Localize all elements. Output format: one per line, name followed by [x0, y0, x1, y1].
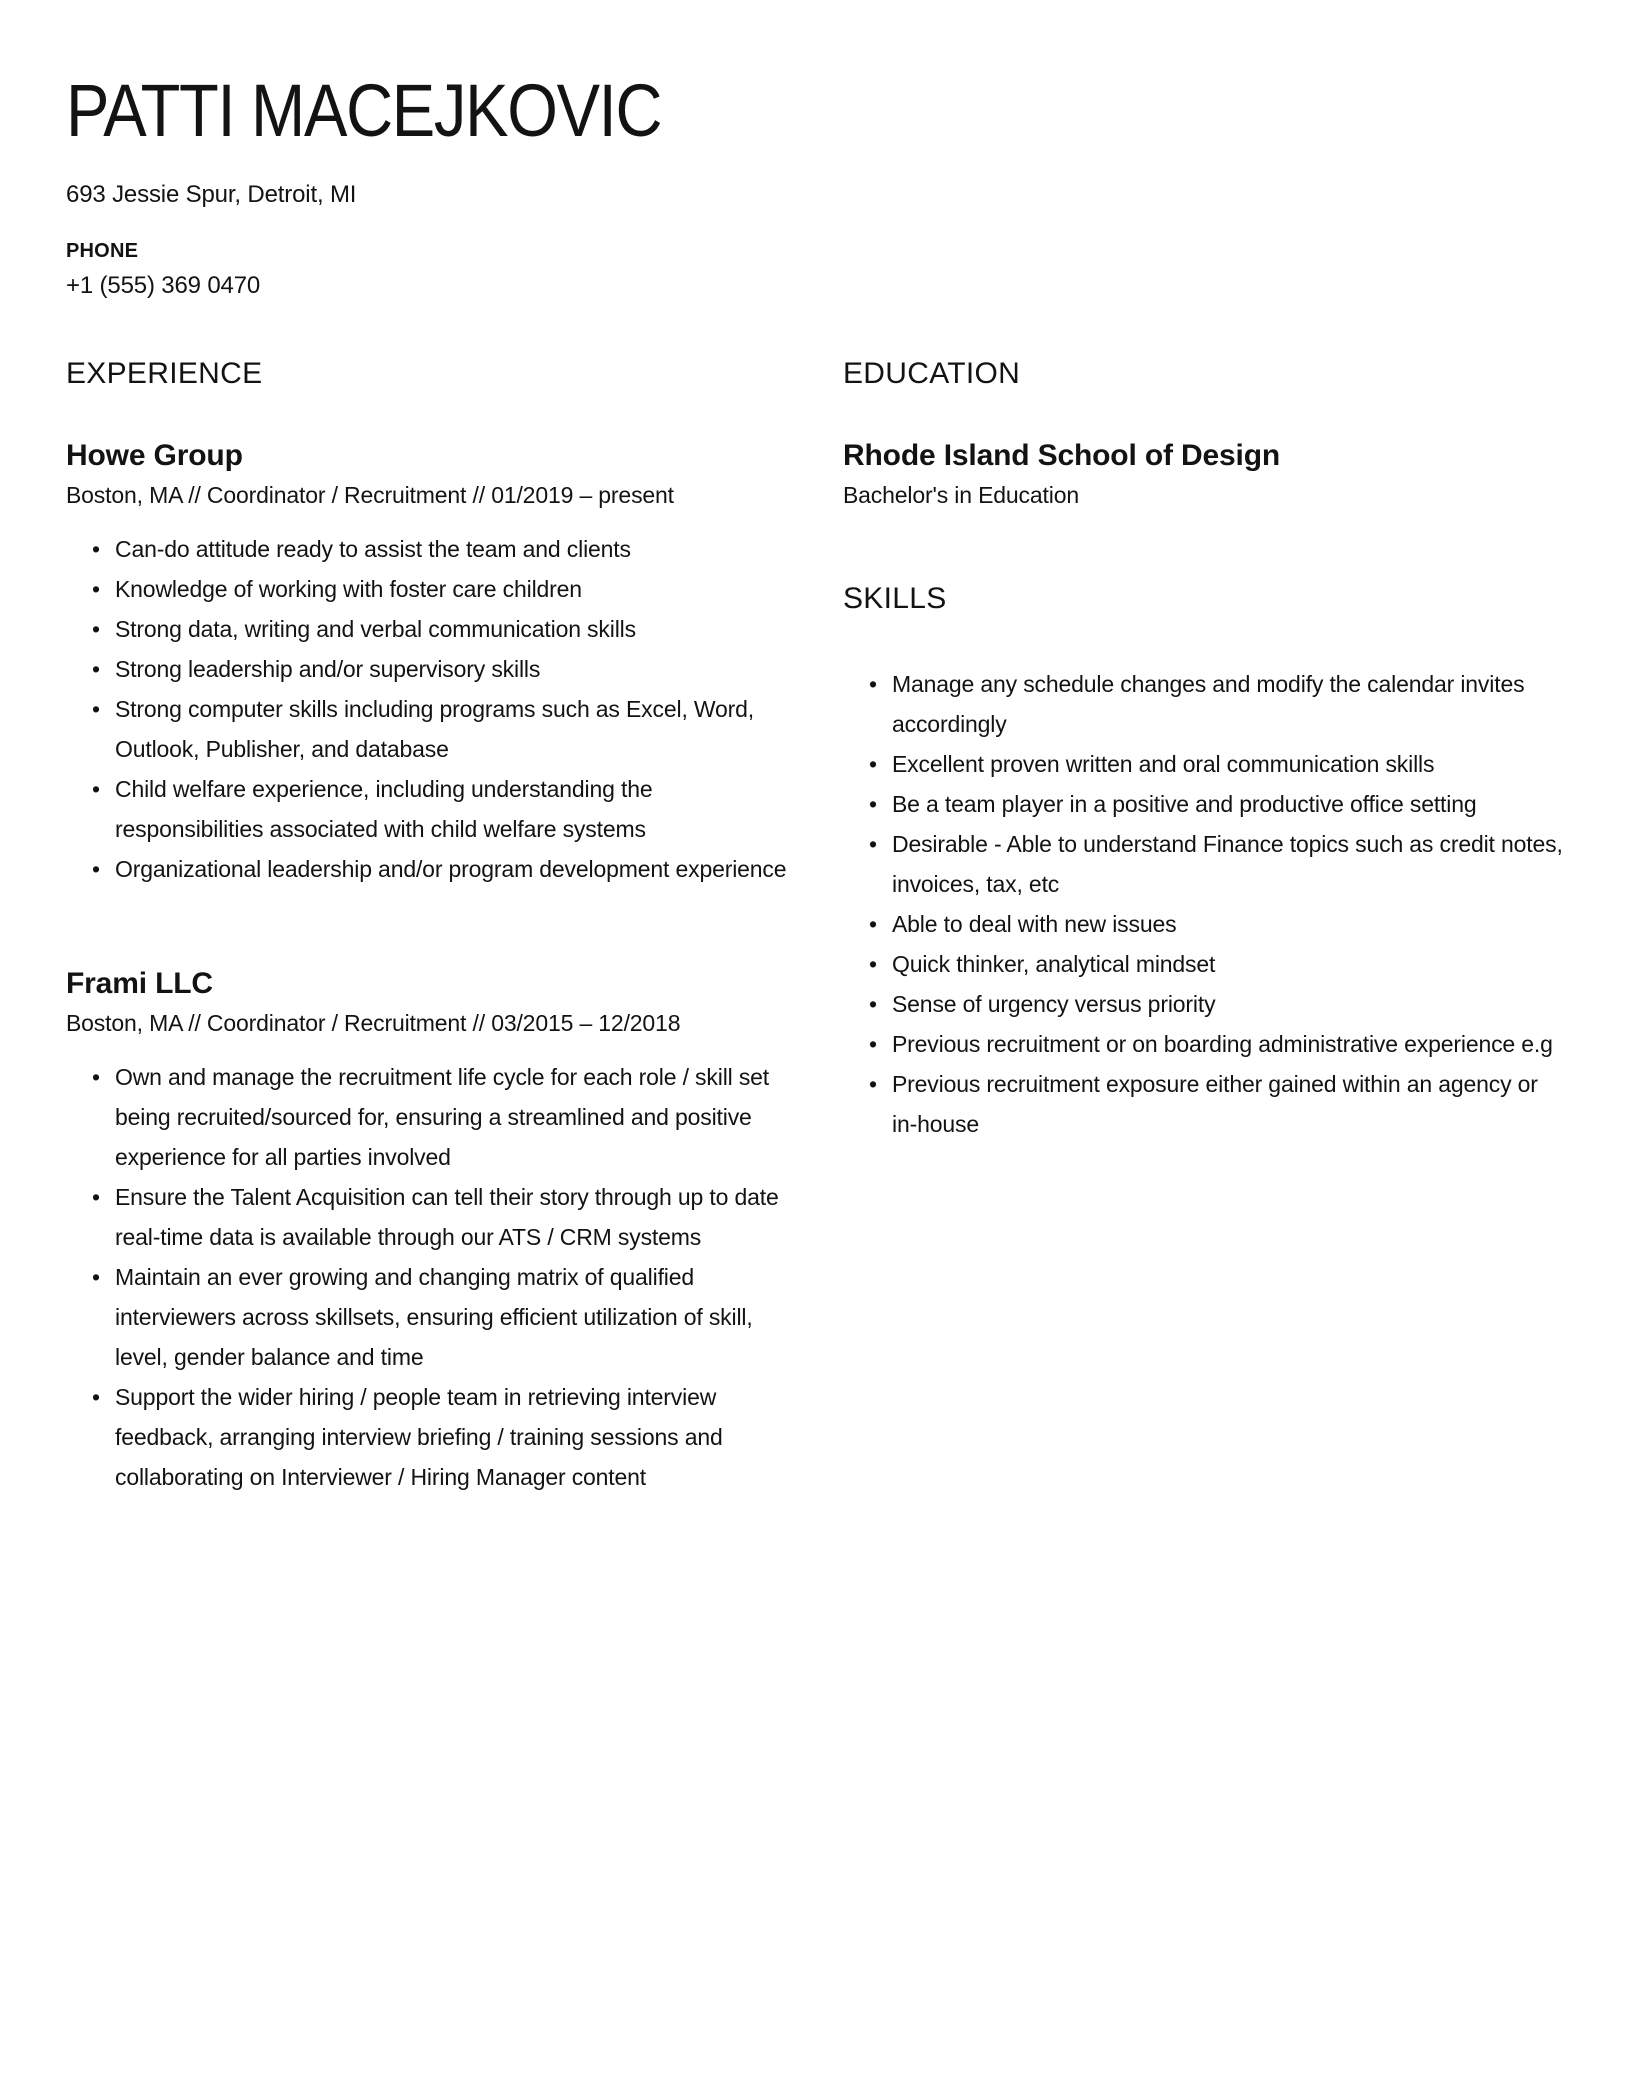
skill-bullet-item: • Previous recruitment or on boarding administrative experience e.g	[843, 1024, 1568, 1064]
job-bullet-list	[66, 1057, 791, 1497]
two-column-body	[66, 357, 1568, 1497]
experience-heading: EXPERIENCE	[66, 357, 263, 390]
skill-bullet-item: • Able to deal with new issues	[843, 904, 1568, 944]
school-name: Rhode Island School of Design	[843, 439, 1281, 472]
job-bullet-item: • Knowledge of working with foster care children	[66, 569, 791, 609]
skill-bullet-item: • Be a team player in a positive and productive office setting	[843, 784, 1568, 824]
education-heading: EDUCATION	[843, 357, 1021, 390]
job-bullet-item: • Maintain an ever growing and changing matrix of qualified interviewers across skillsets, ensuring efficient utilization of skill, level, gender balance and time	[66, 1257, 791, 1377]
skill-bullet-item: • Excellent proven written and oral communication skills	[843, 744, 1568, 784]
education-section	[843, 357, 1568, 509]
address-text: 693 Jessie Spur, Detroit, MI	[66, 181, 357, 208]
skill-bullet-item: • Quick thinker, analytical mindset	[843, 944, 1568, 984]
job-bullet-list	[66, 529, 791, 889]
job-bullet-item: • Strong computer skills including programs such as Excel, Word, Outlook, Publisher, and database	[66, 689, 791, 769]
skill-bullet-item: • Previous recruitment exposure either gained within an agency or in-house	[843, 1064, 1568, 1144]
job-bullet-item: • Strong data, writing and verbal communication skills	[66, 609, 791, 649]
skills-heading: SKILLS	[843, 582, 947, 615]
degree-text: Bachelor's in Education	[843, 482, 1079, 508]
job-bullet-item: • Support the wider hiring / people team in retrieving interview feedback, arranging interview briefing / training sessions and collaborating on Interviewer / Hiring Manager content	[66, 1377, 791, 1497]
job-bullet-item: • Organizational leadership and/or program development experience	[66, 849, 791, 889]
page-title: PATTI MACEJKOVIC	[66, 69, 662, 152]
job-bullet-item: • Can-do attitude ready to assist the team and clients	[66, 529, 791, 569]
skills-bullet-list	[843, 664, 1568, 1144]
experience-section	[66, 357, 791, 1497]
phone-label: PHONE	[66, 240, 139, 262]
job-meta-line: Boston, MA // Coordinator / Recruitment // 01/2019 – present	[66, 482, 674, 508]
company-name: Howe Group	[66, 439, 243, 472]
right-column	[843, 357, 1568, 1144]
skills-section	[843, 582, 1568, 1144]
job-entry-howe-group	[66, 439, 791, 889]
job-bullet-item: • Own and manage the recruitment life cycle for each role / skill set being recruited/sourced for, ensuring a streamlined and positive experience for all parties involved	[66, 1057, 791, 1177]
job-bullet-item: • Ensure the Talent Acquisition can tell their story through up to date real-time data is available through our ATS / CRM systems	[66, 1177, 791, 1257]
skill-bullet-item: • Sense of urgency versus priority	[843, 984, 1568, 1024]
skill-bullet-item: • Desirable - Able to understand Finance topics such as credit notes, invoices, tax, etc	[843, 824, 1568, 904]
job-bullet-item: • Strong leadership and/or supervisory skills	[66, 649, 791, 689]
resume-header	[66, 69, 1568, 300]
skill-bullet-item: • Manage any schedule changes and modify the calendar invites accordingly	[843, 664, 1568, 744]
job-entry-frami-llc	[66, 967, 791, 1497]
company-name: Frami LLC	[66, 967, 213, 1000]
job-bullet-item: • Child welfare experience, including understanding the responsibilities associated with child welfare systems	[66, 769, 791, 849]
job-meta-line: Boston, MA // Coordinator / Recruitment // 03/2015 – 12/2018	[66, 1010, 681, 1036]
phone-number: +1 (555) 369 0470	[66, 272, 261, 299]
